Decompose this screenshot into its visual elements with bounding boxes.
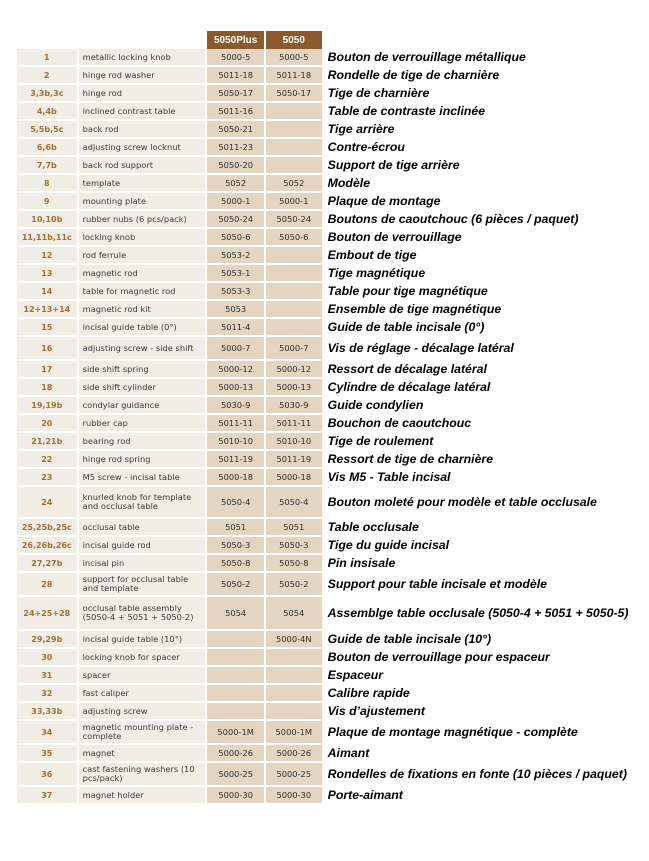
code-5050plus [207,667,265,685]
part-number: 29,29b [17,631,79,649]
part-number: 22 [17,451,79,469]
english-description: magnetic mounting plate - complete [79,721,208,745]
french-description: Guide de table incisale (10°) [322,631,647,649]
code-5050 [266,157,322,175]
code-5050: 5000-26 [266,745,322,763]
code-5050: 5054 [266,597,322,631]
part-number: 13 [17,265,79,283]
part-number: 20 [17,415,79,433]
code-5050: 5050-3 [266,537,322,555]
french-description: Assemblge table occlusale (5050-4 + 5051 + 5050-5) [322,597,647,631]
english-description: cast fastening washers (10 pcs/pack) [79,763,208,787]
code-5050plus: 5011-4 [207,319,265,337]
french-description: Plaque de montage magnétique - complète [322,721,647,745]
french-description: Tige de charnière [322,85,647,103]
french-description: Modèle [322,175,647,193]
code-5050 [266,301,322,319]
english-description: spacer [79,667,208,685]
table-row [17,433,647,451]
code-5050 [266,685,322,703]
table-row [17,667,647,685]
english-description: hinge rod spring [79,451,208,469]
english-description: hinge rod [79,85,208,103]
part-number: 26,26b,26c [17,537,79,555]
french-description: Support pour table incisale et modèle [322,573,647,597]
part-number: 8 [17,175,79,193]
english-description: occlusal table assembly (5050-4 + 5051 + 5050-2) [79,597,208,631]
header-blank [17,31,79,49]
code-5050plus: 5050-3 [207,537,265,555]
french-description: Tige de roulement [322,433,647,451]
french-description: Embout de tige [322,247,647,265]
code-5050: 5000-25 [266,763,322,787]
code-5050plus [207,685,265,703]
code-5050plus: 5011-19 [207,451,265,469]
code-5050 [266,103,322,121]
french-description: Espaceur [322,667,647,685]
part-number: 3,3b,3c [17,85,79,103]
part-number: 12 [17,247,79,265]
code-5050plus: 5050-24 [207,211,265,229]
code-5050: 5050-24 [266,211,322,229]
english-description: incisal guide table (0°) [79,319,208,337]
table-row [17,415,647,433]
english-description: locking knob for spacer [79,649,208,667]
french-description: Calibre rapide [322,685,647,703]
code-5050 [266,703,322,721]
english-description: support for occlusal table and template [79,573,208,597]
english-description: rubber cap [79,415,208,433]
french-description: Ressort de décalage latéral [322,361,647,379]
table-row [17,703,647,721]
code-5050plus: 5050-4 [207,487,265,519]
table-row [17,175,647,193]
table-row [17,597,647,631]
code-5050plus: 5053-3 [207,283,265,301]
french-description: Contre-écrou [322,139,647,157]
part-number: 15 [17,319,79,337]
english-description: metallic locking knob [79,49,208,67]
english-description: hinge rod washer [79,67,208,85]
code-5050: 5011-18 [266,67,322,85]
english-description: magnetic rod kit [79,301,208,319]
header-5050: 5050 [266,31,322,49]
code-5050plus: 5051 [207,519,265,537]
french-description: Rondelles de fixations en fonte (10 pièces / paquet) [322,763,647,787]
part-number: 2 [17,67,79,85]
code-5050: 5050-17 [266,85,322,103]
part-number: 7,7b [17,157,79,175]
french-description: Plaque de montage [322,193,647,211]
table-row [17,283,647,301]
part-number: 1 [17,49,79,67]
table-row [17,519,647,537]
part-number: 28 [17,573,79,597]
code-5050: 5011-19 [266,451,322,469]
code-5050plus: 5000-30 [207,787,265,805]
english-description: back rod [79,121,208,139]
english-description: incisal pin [79,555,208,573]
parts-table-body [17,49,647,805]
table-row [17,721,647,745]
table-row [17,103,647,121]
header-blank [79,31,208,49]
english-description: table for magnetic rod [79,283,208,301]
code-5050: 5011-11 [266,415,322,433]
parts-table-container [17,31,647,805]
code-5050: 5050-4 [266,487,322,519]
french-description: Bouton de verrouillage métallique [322,49,647,67]
english-description: side shift cylinder [79,379,208,397]
code-5050: 5030-9 [266,397,322,415]
code-5050plus: 5011-16 [207,103,265,121]
french-description: Bouton de verrouillage [322,229,647,247]
french-description: Vis M5 - Table incisal [322,469,647,487]
parts-table [17,31,647,805]
table-row [17,121,647,139]
french-description: Table de contraste inclinée [322,103,647,121]
french-description: Vis d’ajustement [322,703,647,721]
part-number: 19,19b [17,397,79,415]
part-number: 17 [17,361,79,379]
code-5050: 5000-1 [266,193,322,211]
code-5050: 5000-5 [266,49,322,67]
code-5050plus: 5000-12 [207,361,265,379]
english-description: knurled knob for template and occlusal table [79,487,208,519]
table-row [17,265,647,283]
table-row [17,487,647,519]
english-description: mounting plate [79,193,208,211]
table-row [17,469,647,487]
code-5050 [266,121,322,139]
part-number: 6,6b [17,139,79,157]
french-description: Ressort de tige de charnière [322,451,647,469]
table-row [17,337,647,361]
code-5050plus [207,703,265,721]
english-description: occlusal table [79,519,208,537]
part-number: 14 [17,283,79,301]
english-description: rod ferrule [79,247,208,265]
table-row [17,85,647,103]
code-5050plus: 5000-25 [207,763,265,787]
table-row [17,745,647,763]
part-number: 9 [17,193,79,211]
english-description: fast caliper [79,685,208,703]
code-5050plus: 5054 [207,597,265,631]
english-description: adjusting screw locknut [79,139,208,157]
table-row [17,193,647,211]
code-5050: 5052 [266,175,322,193]
english-description: incisal guide table (10°) [79,631,208,649]
french-description: Pin insisale [322,555,647,573]
table-row [17,555,647,573]
code-5050plus: 5050-21 [207,121,265,139]
code-5050 [266,265,322,283]
code-5050plus: 5053-2 [207,247,265,265]
table-row [17,573,647,597]
code-5050plus: 5030-9 [207,397,265,415]
french-description: Porte-aimant [322,787,647,805]
code-5050plus: 5000-13 [207,379,265,397]
code-5050plus: 5000-26 [207,745,265,763]
english-description: M5 screw - incisal table [79,469,208,487]
part-number: 24 [17,487,79,519]
table-row [17,397,647,415]
french-description: Guide condylien [322,397,647,415]
table-row [17,451,647,469]
part-number: 32 [17,685,79,703]
header-row [17,31,647,49]
french-description: Boutons de caoutchouc (6 pièces / paquet) [322,211,647,229]
code-5050: 5000-4N [266,631,322,649]
code-5050plus: 5050-17 [207,85,265,103]
english-description: locking knob [79,229,208,247]
french-description: Rondelle de tige de charnière [322,67,647,85]
part-number: 30 [17,649,79,667]
code-5050: 5000-18 [266,469,322,487]
part-number: 21,21b [17,433,79,451]
english-description: incisal guide rod [79,537,208,555]
english-description: rubber nubs (6 pcs/pack) [79,211,208,229]
code-5050plus: 5000-7 [207,337,265,361]
part-number: 36 [17,763,79,787]
part-number: 31 [17,667,79,685]
code-5050 [266,667,322,685]
code-5050: 5000-7 [266,337,322,361]
english-description: adjusting screw - side shift [79,337,208,361]
code-5050plus: 5010-10 [207,433,265,451]
french-description: Bouton de verrouillage pour espaceur [322,649,647,667]
code-5050plus: 5052 [207,175,265,193]
code-5050plus: 5050-6 [207,229,265,247]
code-5050: 5010-10 [266,433,322,451]
english-description: magnet holder [79,787,208,805]
code-5050: 5000-30 [266,787,322,805]
english-description: template [79,175,208,193]
part-number: 34 [17,721,79,745]
code-5050 [266,649,322,667]
part-number: 37 [17,787,79,805]
header-blank [322,31,647,49]
part-number: 35 [17,745,79,763]
part-number: 18 [17,379,79,397]
code-5050plus: 5000-1M [207,721,265,745]
code-5050: 5051 [266,519,322,537]
code-5050plus [207,649,265,667]
table-row [17,301,647,319]
code-5050 [266,247,322,265]
part-number: 5,5b,5c [17,121,79,139]
code-5050: 5000-1M [266,721,322,745]
part-number: 27,27b [17,555,79,573]
code-5050 [266,319,322,337]
french-description: Tige du guide incisal [322,537,647,555]
part-number: 23 [17,469,79,487]
french-description: Table occlusale [322,519,647,537]
french-description: Guide de table incisale (0°) [322,319,647,337]
part-number: 12+13+14 [17,301,79,319]
header-5050plus: 5050Plus [207,31,265,49]
part-number: 24+25+28 [17,597,79,631]
part-number: 16 [17,337,79,361]
french-description: Bouton moleté pour modèle et table occlusale [322,487,647,519]
code-5050: 5000-13 [266,379,322,397]
french-description: Vis de réglage - décalage latéral [322,337,647,361]
french-description: Cylindre de décalage latéral [322,379,647,397]
table-row [17,361,647,379]
code-5050plus: 5000-1 [207,193,265,211]
table-row [17,649,647,667]
english-description: adjusting screw [79,703,208,721]
table-row [17,139,647,157]
code-5050plus: 5000-18 [207,469,265,487]
code-5050plus: 5011-11 [207,415,265,433]
code-5050plus: 5050-8 [207,555,265,573]
english-description: magnet [79,745,208,763]
code-5050plus: 5050-2 [207,573,265,597]
english-description: magnetic rod [79,265,208,283]
french-description: Support de tige arrière [322,157,647,175]
table-row [17,211,647,229]
french-description: Tige magnétique [322,265,647,283]
french-description: Ensemble de tige magnétique [322,301,647,319]
table-row [17,631,647,649]
table-row [17,379,647,397]
code-5050plus: 5011-23 [207,139,265,157]
table-row [17,247,647,265]
code-5050plus: 5000-5 [207,49,265,67]
english-description: condylar guidance [79,397,208,415]
table-row [17,685,647,703]
part-number: 33,33b [17,703,79,721]
part-number: 10,10b [17,211,79,229]
table-row [17,537,647,555]
table-row [17,49,647,67]
english-description: bearing rod [79,433,208,451]
part-number: 4,4b [17,103,79,121]
code-5050plus: 5050-20 [207,157,265,175]
table-row [17,67,647,85]
code-5050: 5050-6 [266,229,322,247]
code-5050: 5050-2 [266,573,322,597]
french-description: Tige arrière [322,121,647,139]
table-row [17,157,647,175]
code-5050plus: 5053-1 [207,265,265,283]
code-5050plus: 5053 [207,301,265,319]
french-description: Aimant [322,745,647,763]
french-description: Table pour tige magnétique [322,283,647,301]
code-5050: 5050-8 [266,555,322,573]
code-5050: 5000-12 [266,361,322,379]
english-description: inclined contrast table [79,103,208,121]
table-row [17,763,647,787]
code-5050plus [207,631,265,649]
code-5050plus: 5011-18 [207,67,265,85]
table-row [17,229,647,247]
part-number: 11,11b,11c [17,229,79,247]
table-row [17,787,647,805]
code-5050 [266,283,322,301]
table-row [17,319,647,337]
part-number: 25,25b,25c [17,519,79,537]
french-description: Bouchon de caoutchouc [322,415,647,433]
code-5050 [266,139,322,157]
english-description: back rod support [79,157,208,175]
english-description: side shift spring [79,361,208,379]
